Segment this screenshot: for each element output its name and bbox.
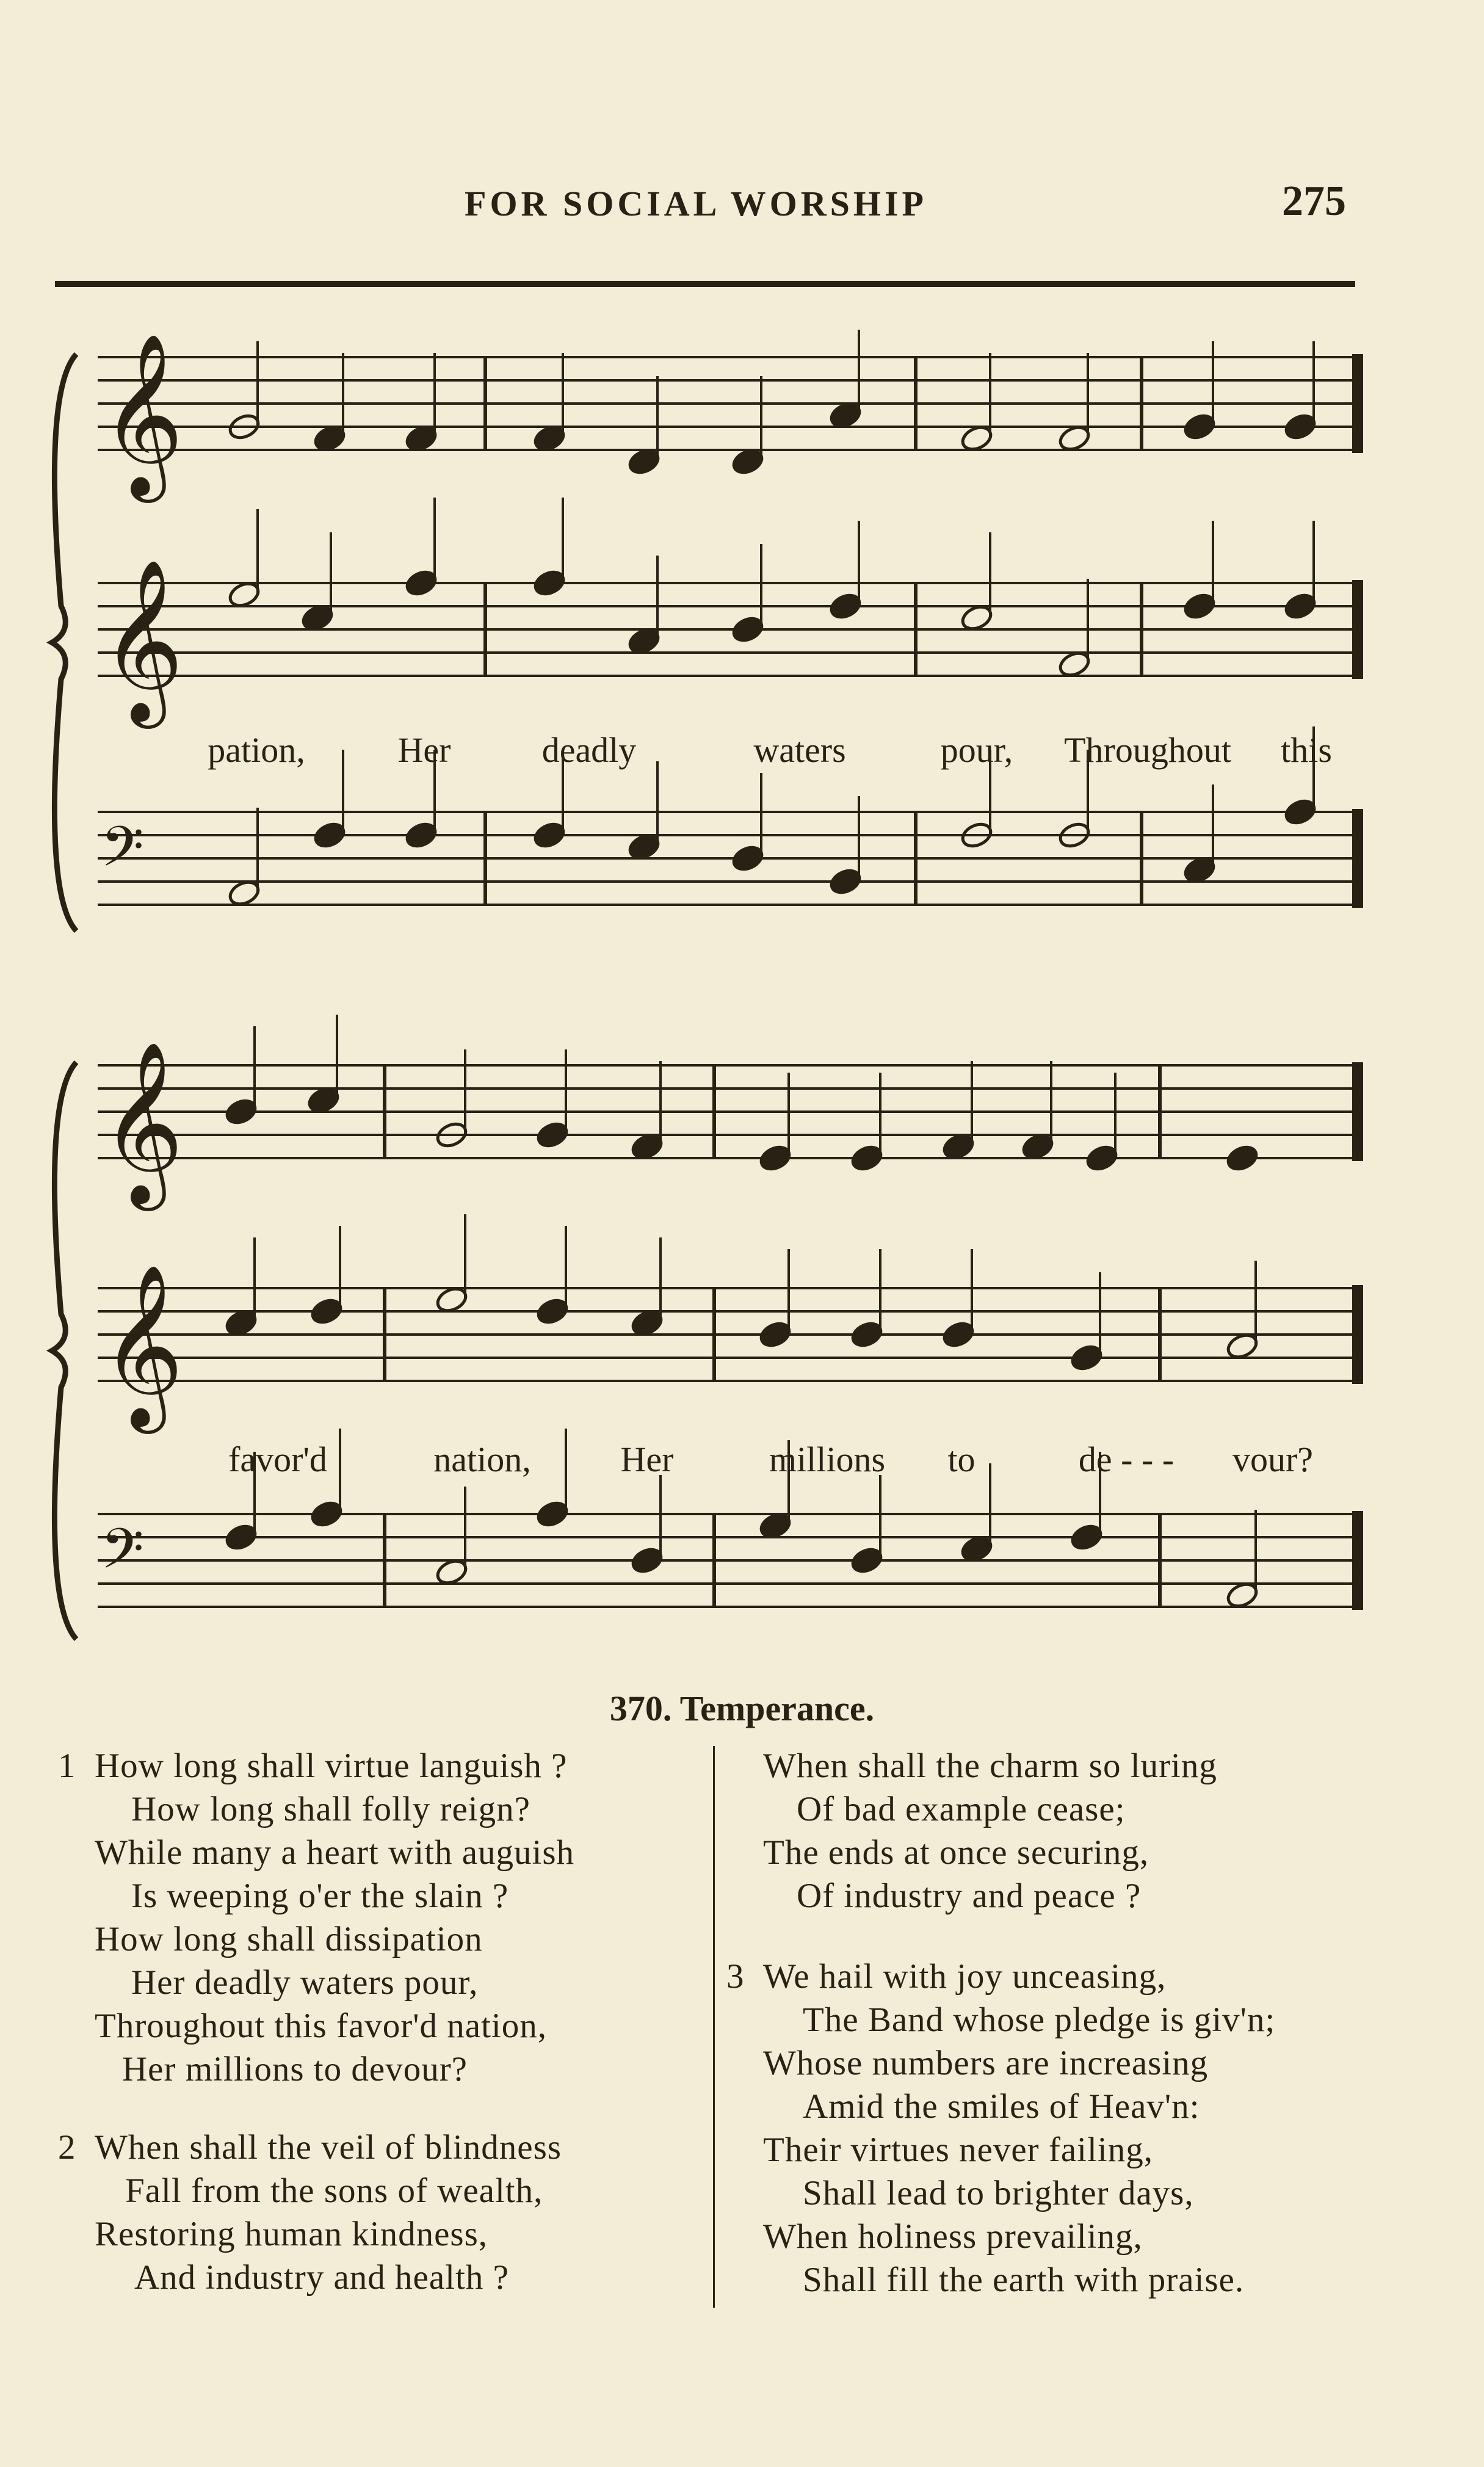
running-head: FOR SOCIAL WORSHIP <box>465 184 927 223</box>
note-head <box>312 820 347 850</box>
note-head <box>309 1296 344 1326</box>
note-head <box>828 591 863 621</box>
verse-line: Shall fill the earth with praise. <box>803 2261 1245 2299</box>
lyric-syllable: vour? <box>1232 1440 1314 1479</box>
note-head <box>535 1296 570 1326</box>
note-head <box>1182 591 1217 621</box>
note-head <box>828 866 863 896</box>
lyric-syllable: Her <box>397 730 451 770</box>
lyric-syllable: de - - - <box>1078 1440 1175 1479</box>
note-head <box>1283 797 1317 827</box>
lyric-syllable: nation, <box>433 1440 531 1479</box>
system-brace <box>52 1062 76 1639</box>
verse-line: When shall the charm so luring <box>763 1747 1217 1785</box>
verse-line: Whose numbers are increasing <box>763 2044 1209 2082</box>
verse-line: And industry and health ? <box>134 2258 509 2297</box>
verse-line: How long shall folly reign? <box>131 1790 530 1828</box>
lyric-syllable: this <box>1281 730 1332 770</box>
treble-clef: 𝄞 <box>101 559 184 722</box>
note-head <box>1084 1143 1119 1173</box>
note-head <box>941 1319 975 1349</box>
treble-clef: 𝄞 <box>101 1041 184 1204</box>
note-head <box>730 843 765 873</box>
verse-line: Amid the smiles of Heav'n: <box>803 2087 1200 2126</box>
verse-number: 3 <box>726 1957 744 1996</box>
final-barline <box>1352 354 1363 453</box>
note-head <box>730 614 765 644</box>
verse-number: 2 <box>58 2128 76 2167</box>
lyric-syllable: deadly <box>541 730 637 770</box>
verse-line: Her millions to devour? <box>122 2050 468 2088</box>
note-head <box>758 1143 792 1173</box>
lyric-syllable: millions <box>769 1440 886 1479</box>
treble-clef: 𝄞 <box>101 333 184 496</box>
bass-clef: 𝄢 <box>101 814 144 893</box>
lyric-syllable: Her <box>620 1440 674 1479</box>
note-head <box>849 1143 884 1173</box>
lyric-syllable: to <box>947 1440 975 1479</box>
lyric-syllable: pour, <box>940 730 1013 770</box>
verse-line: While many a heart with auguish <box>95 1833 575 1872</box>
verse-line: Fall from the sons of wealth, <box>125 2172 543 2210</box>
final-barline <box>1352 1285 1363 1384</box>
note-head <box>535 1499 570 1529</box>
verse-line: Of industry and peace ? <box>797 1877 1142 1915</box>
bass-clef: 𝄢 <box>101 1516 144 1595</box>
note-head <box>629 1545 664 1575</box>
note-head <box>849 1545 884 1575</box>
final-barline <box>1352 580 1363 679</box>
note-head <box>404 568 438 598</box>
lyric-syllable: waters <box>753 730 846 770</box>
treble-clef: 𝄞 <box>101 1264 184 1427</box>
note-head <box>532 568 566 598</box>
note-head <box>849 1319 884 1349</box>
system-brace <box>52 354 76 931</box>
verse-line: How long shall dissipation <box>95 1920 483 1958</box>
final-barline <box>1352 809 1363 908</box>
verse-line: The Band whose pledge is giv'n; <box>803 2001 1276 2039</box>
note-head <box>1069 1522 1104 1552</box>
note-head <box>1069 1342 1104 1372</box>
verse-line: We hail with joy unceasing, <box>763 1957 1167 1996</box>
note-head <box>309 1499 344 1529</box>
verse-line: The ends at once securing, <box>763 1833 1149 1872</box>
music-system-1 <box>0 333 1484 952</box>
hymn-title: 370. Temperance. <box>609 1689 875 1728</box>
lyric-syllable: Throughout <box>1064 730 1231 770</box>
note-head <box>1182 411 1217 441</box>
note-head <box>758 1319 792 1349</box>
note-head <box>1283 591 1317 621</box>
note-head <box>404 820 438 850</box>
final-barline <box>1352 1062 1363 1161</box>
column-divider <box>713 1746 715 2308</box>
verse-line: Shall lead to brighter days, <box>803 2174 1194 2212</box>
header-rule <box>55 281 1355 287</box>
lyric-syllable: favor'd <box>228 1440 327 1479</box>
verse-line: When holiness prevailing, <box>763 2217 1143 2256</box>
verse-line: When shall the veil of blindness <box>95 2128 562 2167</box>
verse-line: Throughout this favor'd nation, <box>95 2007 547 2045</box>
lyric-syllable: pation, <box>208 730 305 770</box>
page-number: 275 <box>1282 178 1346 225</box>
verse-line: How long shall virtue languish ? <box>95 1747 568 1785</box>
note-head <box>223 1096 258 1126</box>
verse-number: 1 <box>58 1747 76 1785</box>
note-head <box>1283 411 1317 441</box>
verse-line: Is weeping o'er the slain ? <box>131 1877 509 1915</box>
note-head <box>532 820 566 850</box>
note-head <box>223 1522 258 1552</box>
verse-line: Restoring human kindness, <box>95 2215 488 2253</box>
note-head <box>535 1120 570 1150</box>
verse-line: Her deadly waters pour, <box>131 1963 479 2002</box>
verse-line: Of bad example cease; <box>797 1790 1126 1828</box>
final-barline <box>1352 1511 1363 1610</box>
music-system-2 <box>0 1041 1484 1661</box>
note-head <box>1225 1143 1259 1173</box>
verse-line: Their virtues never failing, <box>763 2131 1153 2169</box>
